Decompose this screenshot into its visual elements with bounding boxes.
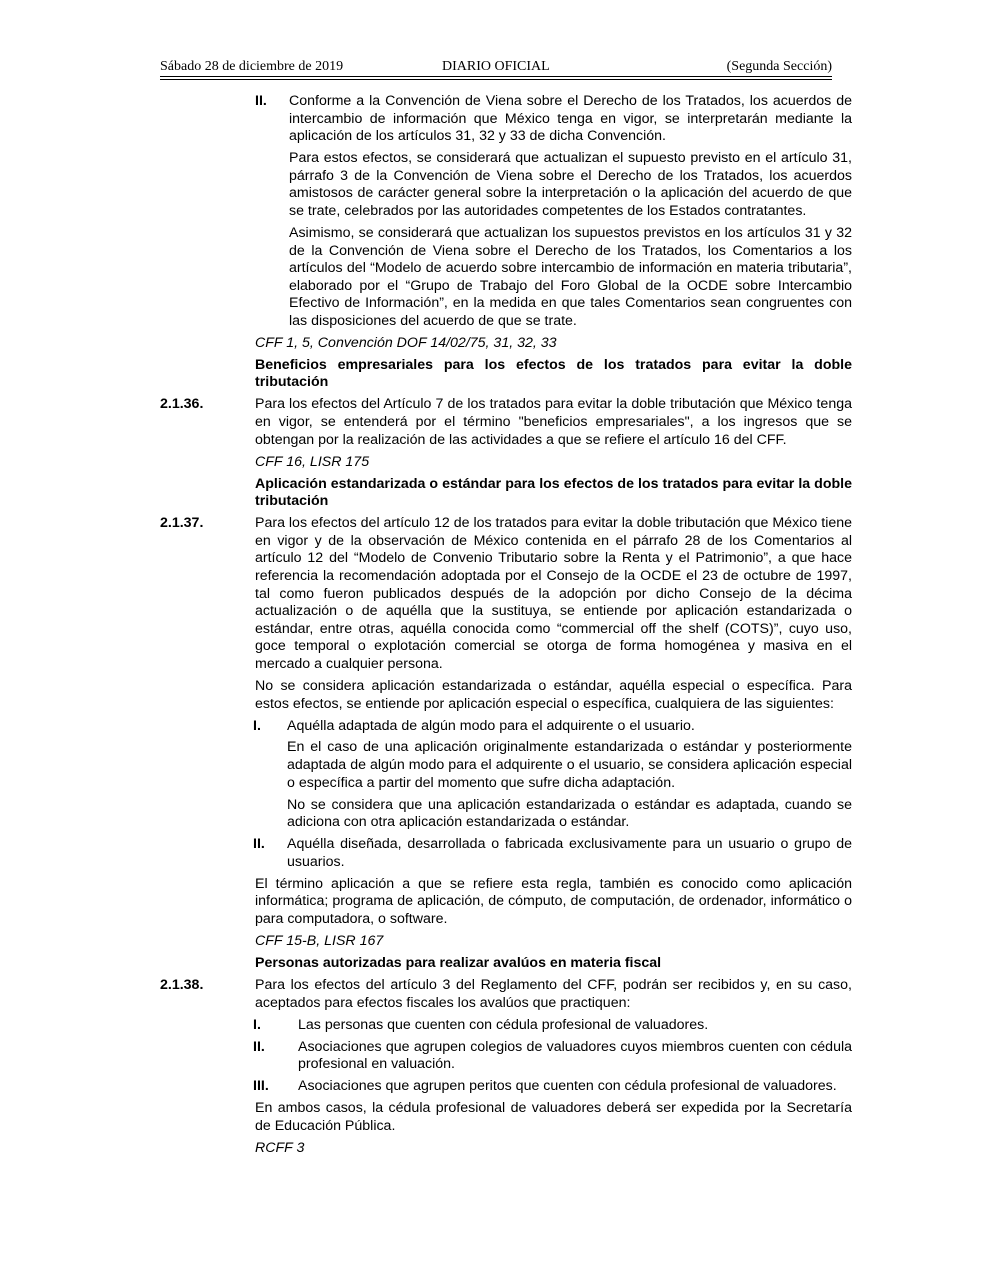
list-item-text: Aquélla adaptada de algún modo para el adquirente o el usuario. (287, 717, 695, 734)
rule-number: 2.1.37. (160, 515, 204, 532)
list-item-ii (253, 836, 852, 871)
rule-title: Beneficios empresariales para los efectos de los tratados para evitar la doble tributación (255, 356, 852, 391)
list-item-text: Aquélla diseñada, desarrollada o fabricada exclusivamente para un usuario o grupo de usuarios. (287, 836, 852, 870)
header-section: (Segunda Sección) (726, 59, 832, 74)
roman-marker: I. (253, 1016, 261, 1033)
paragraph: No se considera aplicación estandarizada o estándar, aquélla especial o específica. Para estos efectos, se entiende por aplicación especial o específica, cualquiera de las siguientes: (255, 677, 852, 712)
page-header (160, 57, 832, 77)
roman-marker: II. (253, 1038, 265, 1055)
paragraph: En el caso de una aplicación originalmente estandarizada o estándar y posteriormente adaptada de algún modo para el adquirente o el usuario, se considera aplicación especial o específica a partir del momento que sufre dicha adaptación. (287, 739, 852, 791)
rule-paragraph (160, 976, 852, 1012)
rule-paragraph (160, 515, 853, 673)
rule-paragraph (160, 396, 852, 449)
paragraph: Para estos efectos, se considerará que actualizan el supuesto previsto en el artículo 31, párrafo 3 de la Convención de Viena sobre el Derecho de los Tratados, los acuerdos amistosos de carácter general sobre la interpretación o la aplicación del acuerdo de que se trate, celebrados por las autoridades competentes de los Estados contratantes. (289, 150, 852, 219)
list-item-text: Asociaciones que agrupen colegios de valuadores cuyos miembros cuenten con cédula profesional en valuación. (298, 1038, 852, 1073)
legal-reference: RCFF 3 (255, 1139, 305, 1156)
list-item-iii (253, 1078, 852, 1096)
rule-text: Para los efectos del Artículo 7 de los tratados para evitar la doble tributación que México tenga en vigor, se entenderá por el término "beneficios empresariales", a los ingresos que se obtengan por la realización de las actividades a que se refiere el artículo 16 del CFF. (255, 396, 852, 448)
header-publication: DIARIO OFICIAL (442, 59, 550, 74)
rule-title: Aplicación estandarizada o estándar para los efectos de los tratados para evitar la doble tributación (255, 475, 852, 510)
list-item-i (253, 1016, 852, 1035)
list-item-ii (255, 93, 852, 146)
paragraph: En ambos casos, la cédula profesional de valuadores deberá ser expedida por la Secretaría de Educación Pública. (255, 1100, 852, 1134)
header-rule-bottom (160, 79, 832, 80)
legal-reference: CFF 16, LISR 175 (255, 453, 370, 470)
list-item-ii (253, 1038, 852, 1074)
paragraph: Asimismo, se considerará que actualizan los supuestos previstos en los artículos 31 y 32 de la Convención de Viena sobre el Derecho de los Tratados, los Comentarios a los artículos del “Modelo de acuerdo sobre intercambio de información en materia tributaria”, elaborado por el “Grupo de Trabajo del Foro Global de la OCDE sobre Intercambio Efectivo de Información”, en la medida en que tales Comentarios sean congruentes con las disposiciones del acuerdo de que se trate. (289, 224, 852, 329)
rule-number: 2.1.38. (160, 976, 204, 993)
rule-title: Personas autorizadas para realizar avalúos en materia fiscal (255, 954, 662, 971)
rule-text: Para los efectos del artículo 3 del Reglamento del CFF, podrán ser recibidos y, en su caso, aceptados para efectos fiscales los avalúos que practiquen: (255, 976, 852, 1011)
roman-marker: II. (255, 93, 267, 109)
header-rule-top (160, 76, 832, 77)
roman-marker: I. (253, 717, 261, 734)
list-item-text: Asociaciones que agrupen peritos que cuenten con cédula profesional de valuadores. (298, 1078, 837, 1095)
paragraph: No se considera que una aplicación estandarizada o estándar es adaptada, cuando se adiciona con otra aplicación estandarizada o estándar. (287, 796, 852, 831)
document-body (0, 93, 990, 1162)
header-date: Sábado 28 de diciembre de 2019 (160, 59, 344, 74)
paragraph: El término aplicación a que se refiere esta regla, también es conocido como aplicación informática; programa de aplicación, de cómputo, de computación, de ordenador, informático o para computadora, o software. (255, 875, 852, 927)
roman-marker: III. (253, 1078, 269, 1095)
list-item-i (253, 717, 852, 736)
roman-marker: II. (253, 836, 265, 853)
rule-number: 2.1.36. (160, 396, 204, 413)
list-item-text: Las personas que cuenten con cédula profesional de valuadores. (298, 1016, 709, 1033)
legal-reference: CFF 15-B, LISR 167 (255, 932, 384, 949)
rule-text: Para los efectos del artículo 12 de los tratados para evitar la doble tributación que México tiene en vigor y de la observación de México contenida en el párrafo 28 de los Comentarios al artículo 12 del “Modelo de Convenio Tributario sobre la Renta y el Patrimonio”, a que hace referencia la recomendación adoptada por el Consejo de la OCDE el 23 de octubre de 1997, tal como fueron publicados después de la adopción por dicho Consejo de la décima actualización o de aquélla que la sustituya, se entiende por aplicación estandarizada o estándar, entre otras, aquélla conocida como “commercial off the shelf (COTS)”, cuyo uso, goce temporal o explotación comercial se otorga de forma homogénea y masiva en el mercado a cualquier persona. (255, 515, 853, 672)
list-item-text: Conforme a la Convención de Viena sobre el Derecho de los Tratados, los acuerdos de intercambio de información que México tenga en vigor, se interpretarán mediante la aplicación de los artículos 31, 32 y 33 de dicha Convención. (289, 93, 852, 145)
legal-reference: CFF 1, 5, Convención DOF 14/02/75, 31, 32, 33 (255, 334, 557, 351)
